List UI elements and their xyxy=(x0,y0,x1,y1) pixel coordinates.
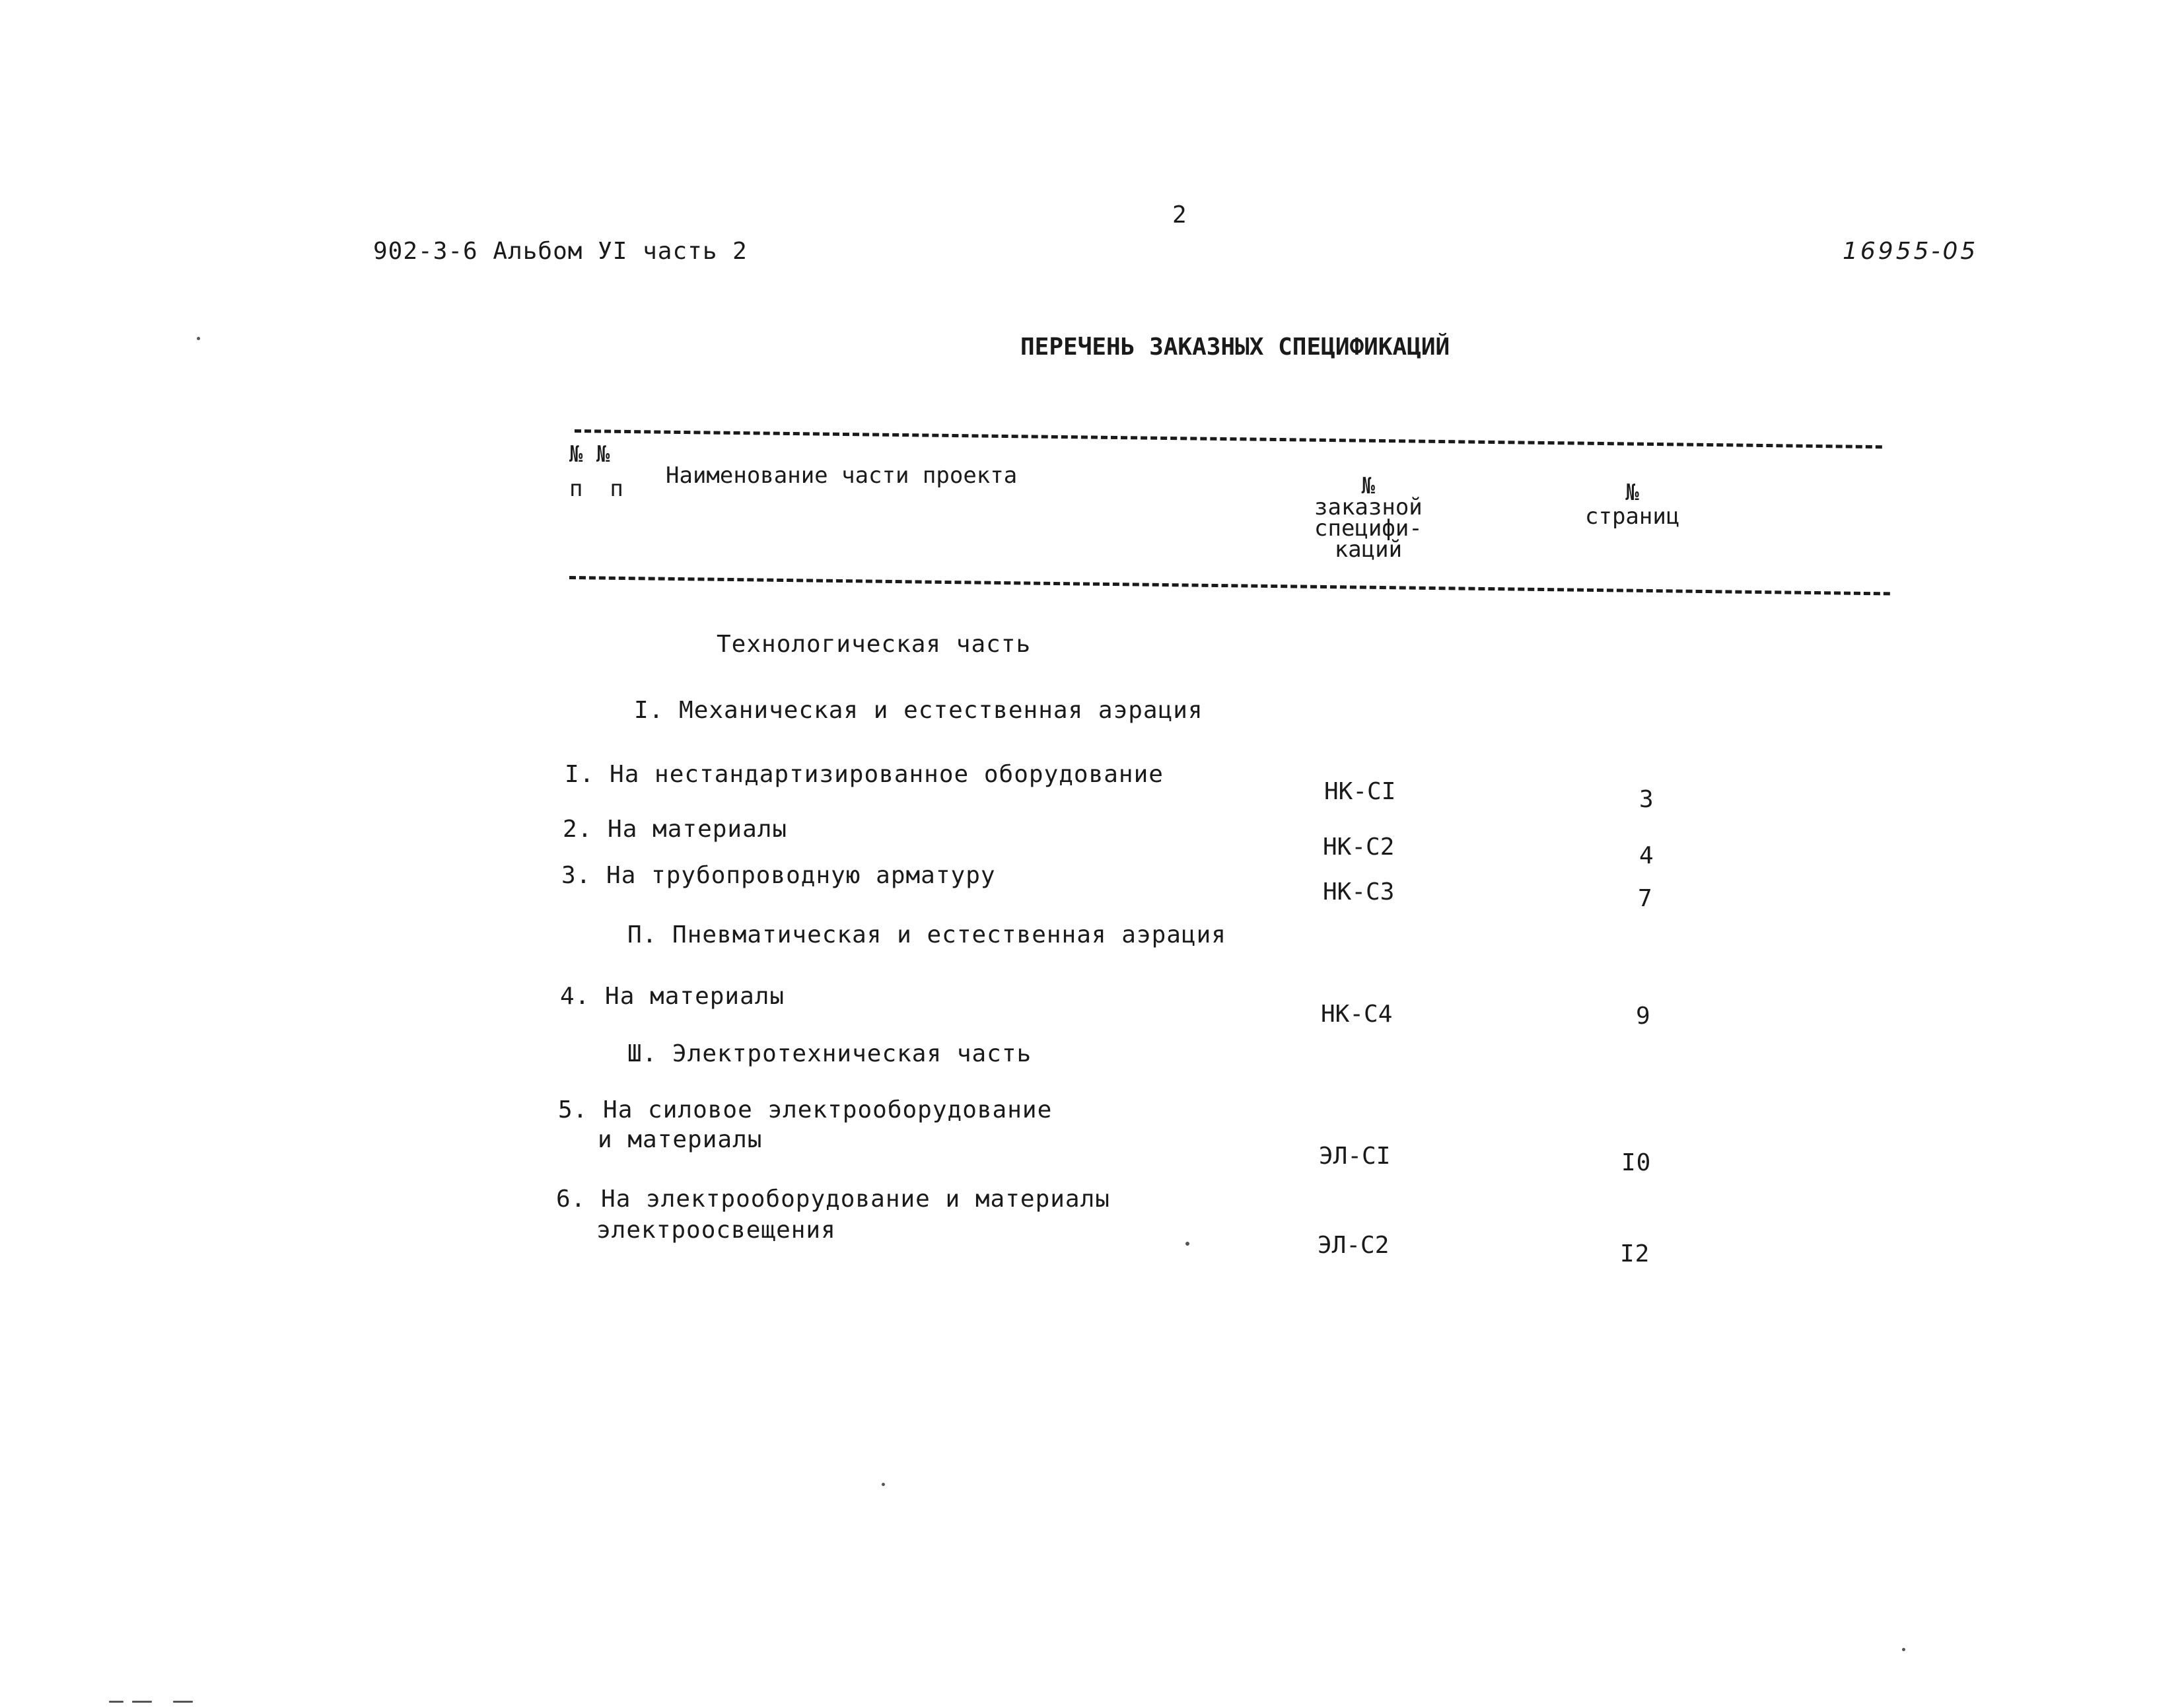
scan-speck xyxy=(1902,1648,1905,1651)
scan-speck xyxy=(197,337,200,340)
list-item-page: 7 xyxy=(1638,885,1653,912)
list-item-code: НК-СI xyxy=(1324,778,1396,805)
header-number-line1: № № xyxy=(569,441,610,468)
header-number-line2: п п xyxy=(569,476,623,502)
document-number: 16955-05 xyxy=(1843,238,1979,265)
subsection-title: Ш. Электротехническая часть xyxy=(627,1040,1032,1067)
subsection-title: I. Механическая и естественная аэрация xyxy=(634,697,1203,724)
list-item-code: ЭЛ-СI xyxy=(1319,1143,1391,1170)
list-item-code: НК-С3 xyxy=(1323,878,1395,906)
list-item-code: ЭЛ-С2 xyxy=(1318,1232,1390,1259)
header-spec-line2: заказной xyxy=(1314,494,1423,520)
header-number-column xyxy=(569,443,623,501)
scan-speck xyxy=(132,1701,152,1703)
list-item-page: 4 xyxy=(1639,842,1654,869)
list-item-text: 3. На трубопроводную арматуру xyxy=(561,862,996,889)
header-name-column: Наименование части проекта xyxy=(666,462,1018,489)
list-item-text: 5. На силовое электрооборудование xyxy=(558,1096,1053,1123)
list-item-text: I. На нестандартизированное оборудование xyxy=(565,761,1164,788)
list-item-text-continued: и материалы xyxy=(598,1126,763,1153)
header-pages-line1: № xyxy=(1625,480,1639,506)
table-top-rule xyxy=(575,429,1882,448)
header-pages-line2: страниц xyxy=(1585,503,1680,530)
list-item-code: НК-С2 xyxy=(1323,834,1395,861)
header-spec-line1: № xyxy=(1361,473,1376,499)
list-item-page: I2 xyxy=(1620,1240,1650,1267)
list-item-text: 4. На материалы xyxy=(560,983,785,1010)
header-pages-column xyxy=(1585,481,1679,528)
scan-speck xyxy=(109,1701,123,1703)
list-item-text-continued: электроосвещения xyxy=(596,1217,836,1244)
list-item-page: 9 xyxy=(1636,1003,1651,1030)
header-spec-line3: специфи- xyxy=(1314,515,1423,542)
page-number: 2 xyxy=(1172,201,1187,229)
list-item-code: НК-С4 xyxy=(1321,1001,1393,1028)
header-spec-column xyxy=(1314,473,1423,563)
list-item-text: 6. На электрооборудование и материалы xyxy=(556,1186,1110,1213)
scan-speck xyxy=(1185,1242,1189,1246)
list-item-text: 2. На материалы xyxy=(563,816,788,843)
document-code: 902-3-6 Альбом УI часть 2 xyxy=(373,238,748,265)
list-item-page: I0 xyxy=(1621,1149,1652,1176)
header-spec-line4: каций xyxy=(1334,536,1403,563)
scan-speck xyxy=(173,1701,193,1703)
document-title: ПЕРЕЧЕНЬ ЗАКАЗНЫХ СПЕЦИФИКАЦИЙ xyxy=(1020,334,1450,361)
table-header-bottom-rule xyxy=(569,576,1890,595)
scan-speck xyxy=(882,1483,885,1486)
section-technological: Технологическая часть xyxy=(717,631,1032,658)
subsection-title: П. Пневматическая и естественная аэрация xyxy=(627,921,1226,948)
list-item-page: 3 xyxy=(1639,786,1654,813)
